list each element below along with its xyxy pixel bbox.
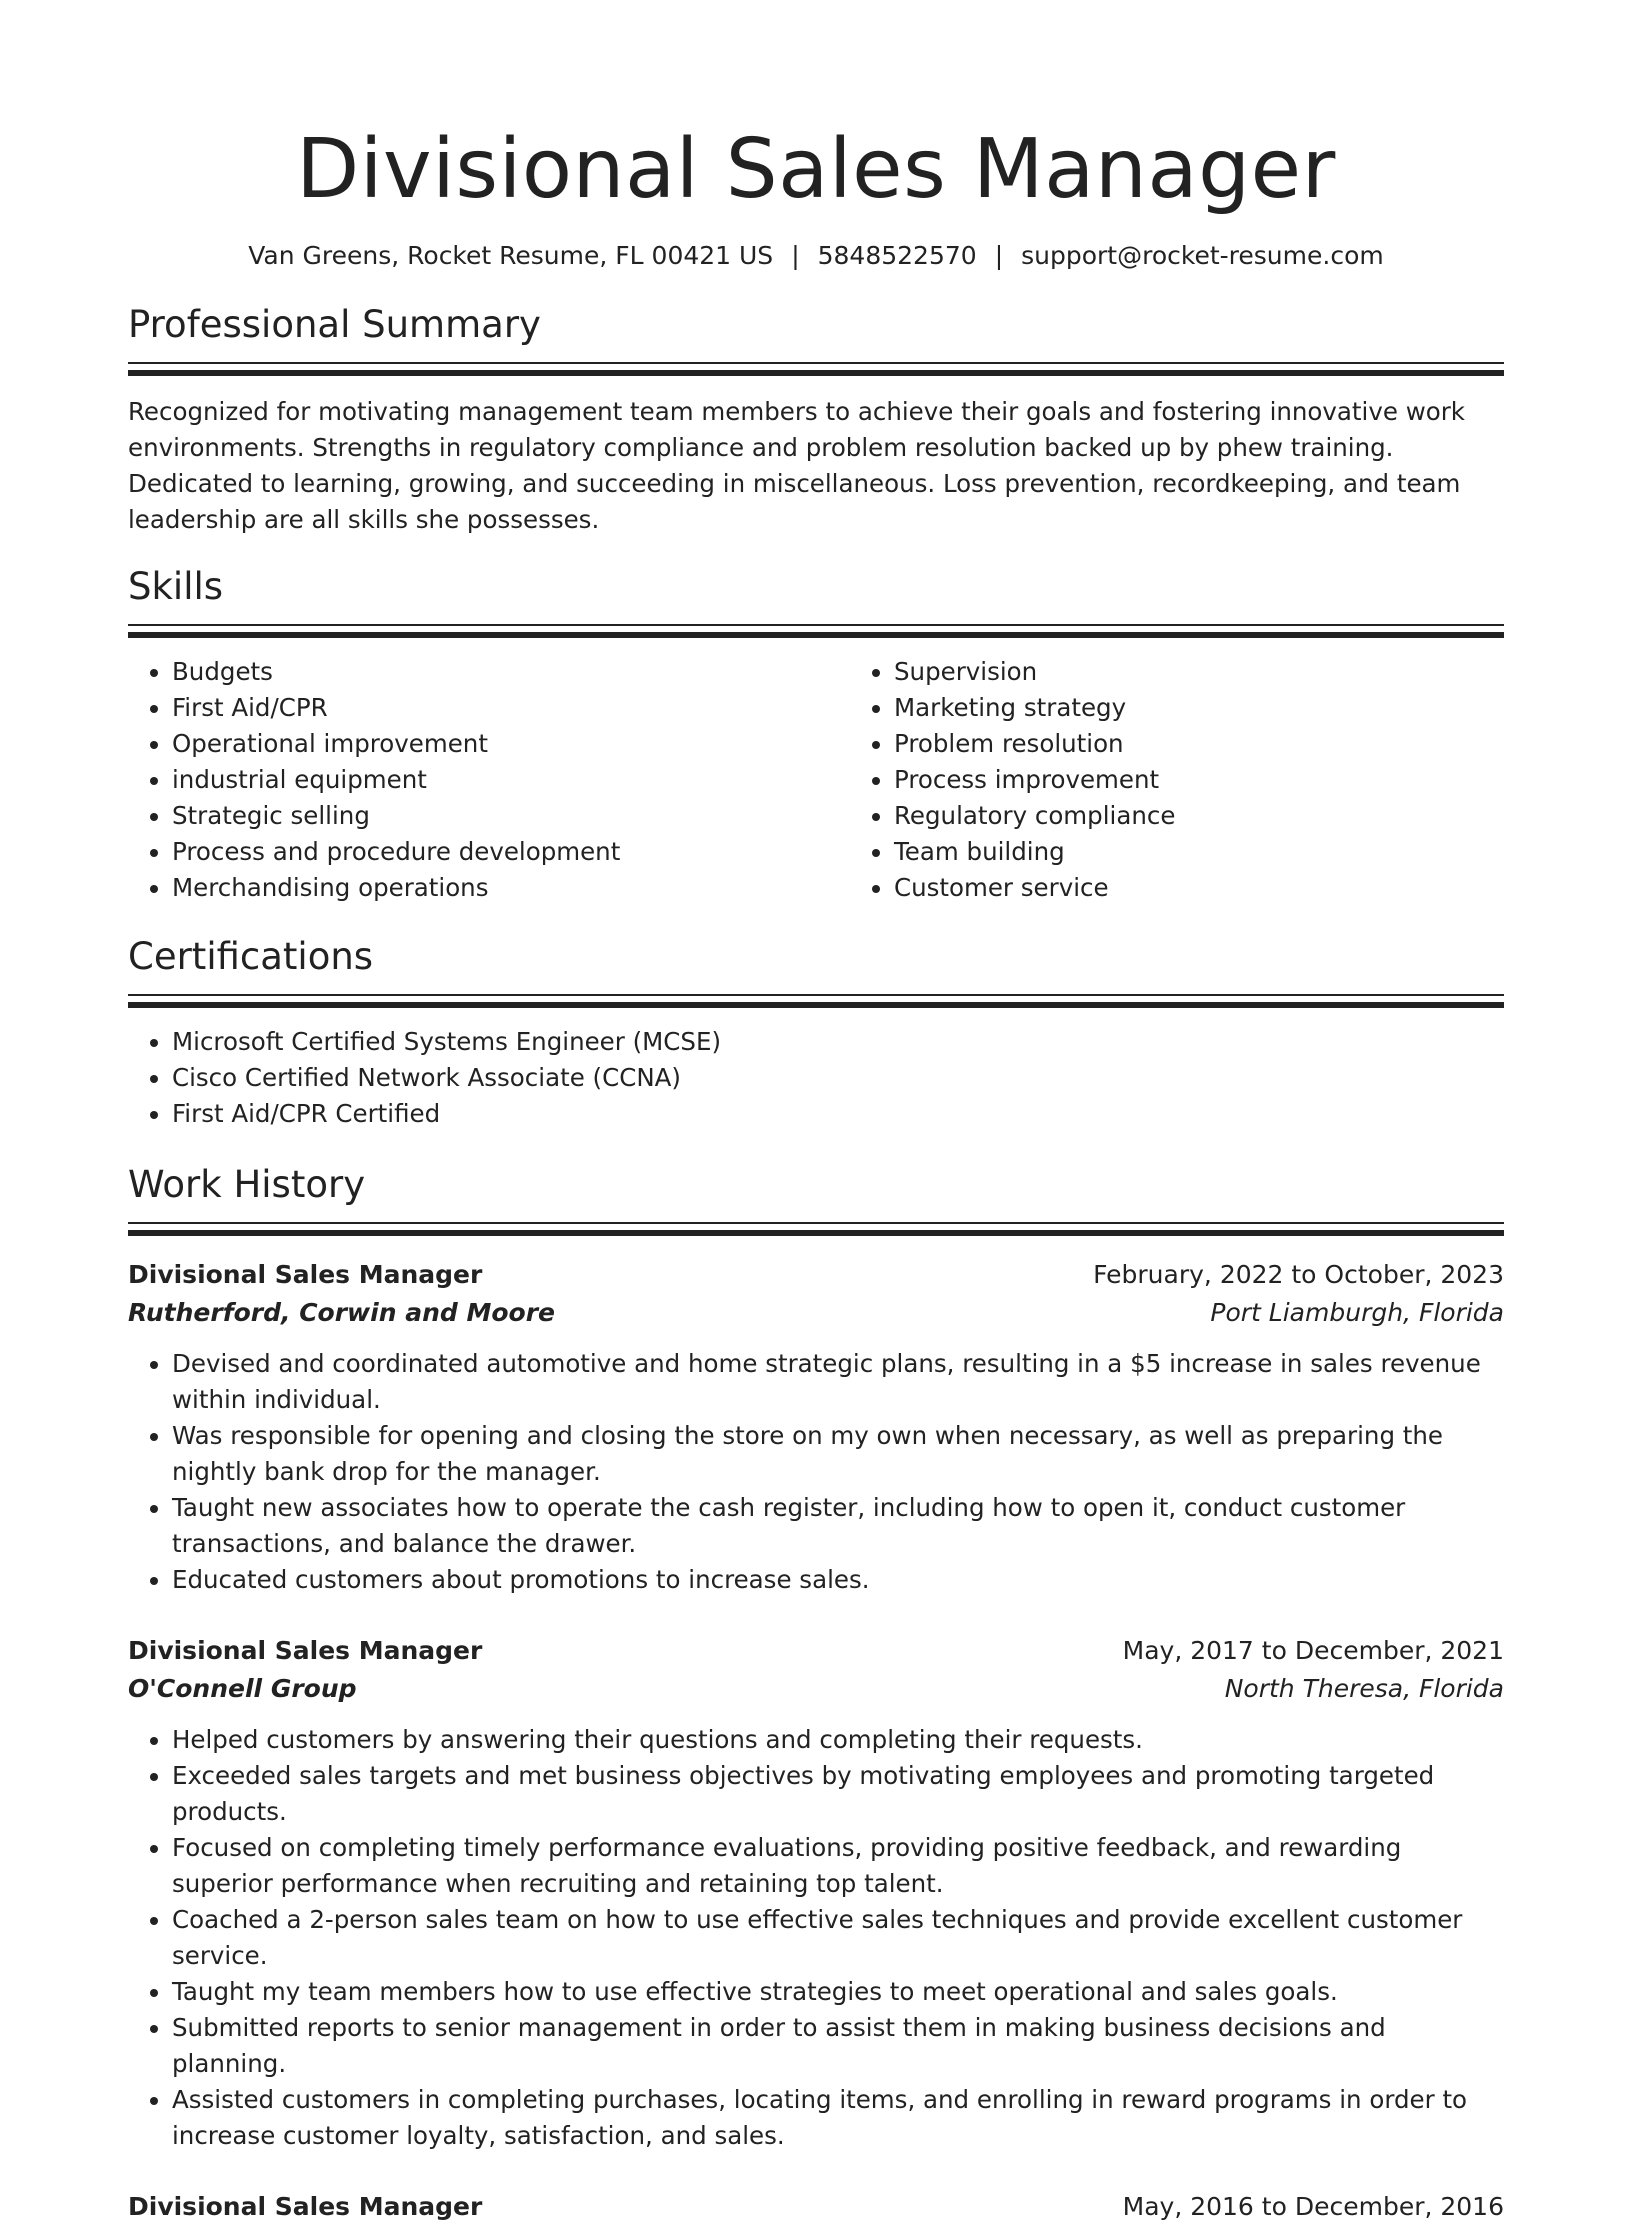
skill-item: • Customer service [894,870,1572,906]
job-title: Divisional Sales Manager [128,1636,483,1665]
section-divider [128,362,1504,378]
job-entry [128,2188,1504,2226]
job-bullet: • Helped customers by answering their questions and completing their requests. [172,1722,1504,1758]
skill-item: • Team building [894,834,1572,870]
skill-item: • Process improvement [894,762,1572,798]
resume-title: Divisional Sales Manager [296,122,1336,217]
job-bullet: • Coached a 2-person sales team on how to use effective sales techniques and provide excellent customer service. [172,1902,1504,1974]
section-title-work-history: Work History [128,1163,366,1206]
job-bullets [128,1722,1504,2154]
skill-item: • Problem resolution [894,726,1572,762]
job-title: Divisional Sales Manager [128,2192,483,2221]
job-bullet: • Submitted reports to senior management in order to assist them in making business decisions and planning. [172,2010,1504,2082]
job-subheader [128,1670,1504,1708]
job-dates: February, 2022 to October, 2023 [1093,1260,1504,1289]
job-location: Port Liamburgh, Florida [1210,1298,1504,1327]
job-bullet: • Was responsible for opening and closing the store on my own when necessary, as well as preparing the nightly bank drop for the manager. [172,1418,1504,1490]
certifications-list [128,1024,1504,1132]
job-bullets [128,1346,1504,1598]
skill-item: • Operational improvement [172,726,850,762]
job-entry [128,1256,1504,1598]
job-bullet: • Devised and coordinated automotive and home strategic plans, resulting in a $5 increase in sales revenue within individual. [172,1346,1504,1418]
skill-item: • Marketing strategy [894,690,1572,726]
job-bullet: • Exceeded sales targets and met business objectives by motivating employees and promoting targeted products. [172,1758,1504,1830]
skills-section [128,562,1504,906]
section-title-summary: Professional Summary [128,303,541,346]
job-header [128,1632,1504,1670]
job-location: North Theresa, Florida [1224,1674,1504,1703]
skill-item: • industrial equipment [172,762,850,798]
skills-list-right [850,654,1572,906]
skill-item: • Strategic selling [172,798,850,834]
section-divider [128,1222,1504,1238]
job-subheader [128,1294,1504,1332]
contact-email: support@rocket-resume.com [1021,241,1384,270]
certification-item: • Cisco Certified Network Associate (CCNA) [172,1060,1504,1096]
contact-separator: | [994,241,1004,270]
resume-page [128,0,1504,2226]
job-company: O'Connell Group [128,1674,357,1703]
work-history-section [128,1160,1504,2226]
contact-separator: | [791,241,800,270]
job-dates: May, 2017 to December, 2021 [1122,1636,1504,1665]
section-title-certifications: Certifications [128,935,374,978]
job-bullet: • Taught new associates how to operate the cash register, including how to open it, conduct customer transactions, and balance the drawer. [172,1490,1504,1562]
job-company: Rutherford, Corwin and Moore [128,1298,555,1327]
skill-item: • Merchandising operations [172,870,850,906]
skill-item: • Regulatory compliance [894,798,1572,834]
certifications-section [128,932,1504,1132]
skill-item: • Process and procedure development [172,834,850,870]
job-bullet: • Taught my team members how to use effective strategies to meet operational and sales goals. [172,1974,1504,2010]
job-bullet: • Educated customers about promotions to increase sales. [172,1562,1504,1598]
skill-item: • Budgets [172,654,850,690]
job-bullet: • Focused on completing timely performance evaluations, providing positive feedback, and rewarding superior performance when recruiting and retaining top talent. [172,1830,1504,1902]
certification-item: • First Aid/CPR Certified [172,1096,1504,1132]
job-header [128,1256,1504,1294]
skill-item: • First Aid/CPR [172,690,850,726]
contact-phone: 5848522570 [817,241,977,270]
skill-item: • Supervision [894,654,1572,690]
job-title: Divisional Sales Manager [128,1260,483,1289]
job-header [128,2188,1504,2226]
job-entry [128,1632,1504,2154]
certification-item: • Microsoft Certified Systems Engineer (MCSE) [172,1024,1504,1060]
job-bullet: • Assisted customers in completing purchases, locating items, and enrolling in reward programs in order to increase customer loyalty, satisfaction, and sales. [172,2082,1504,2154]
section-divider [128,624,1504,640]
section-divider [128,994,1504,1010]
summary-section [128,300,1504,538]
section-title-skills: Skills [128,565,224,608]
contact-line [128,238,1504,274]
skills-list-left [128,654,850,906]
summary-text: Recognized for motivating management team members to achieve their goals and fostering innovative work environments. Strengths in regulatory compliance and problem resolution backed up by phew training. Dedicated to learning, growing, and succeeding in miscellaneous. Loss prevention, recordkeeping, and team leadership are all skills she possesses. [128,397,1465,534]
skills-columns [128,654,1504,906]
contact-address: Van Greens, Rocket Resume, FL 00421 US [248,241,774,270]
job-dates: May, 2016 to December, 2016 [1122,2192,1504,2221]
